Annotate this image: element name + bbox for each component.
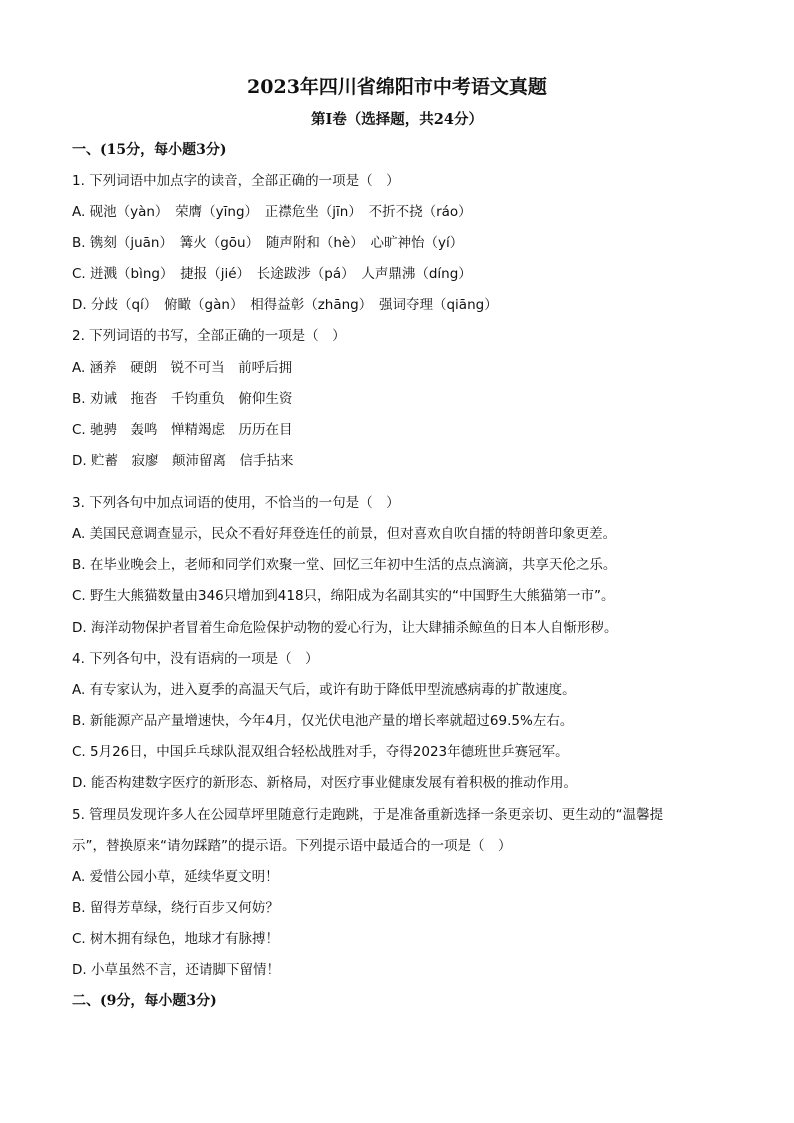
page-title: 2023年四川省绵阳市中考语文真题 <box>247 76 547 98</box>
question-1-option-c: C. 迸溅（bìng） 捷报（jié） 长途跋涉（pá） 人声鼎沸（díng） <box>72 266 472 282</box>
question-1-stem: 1. 下列词语中加点字的读音，全部正确的一项是（ ） <box>72 173 400 189</box>
question-4-option-d: D. 能否构建数字医疗的新形态、新格局，对医疗事业健康发展有着积极的推动作用。 <box>72 775 577 791</box>
question-1-option-d: D. 分歧（qí） 俯瞰（gàn） 相得益彰（zhāng） 强词夺理（qiāng） <box>72 297 498 313</box>
question-1-option-a: A. 砚池（yàn） 荣膺（yīng） 正襟危坐（jīn） 不折不挠（ráo） <box>72 204 472 220</box>
question-2-option-c: C. 驰骋 轰鸣 惮精竭虑 历历在目 <box>72 422 293 438</box>
question-4-option-a: A. 有专家认为，进入夏季的高温天气后，或许有助于降低甲型流感病毒的扩散速度。 <box>72 682 576 698</box>
question-3-option-c: C. 野生大熊猫数量由346只增加到418只，绵阳成为名副其实的“中国野生大熊猫第一市”。 <box>72 588 615 604</box>
question-1-option-b: B. 镌刻（juān） 篝火（gōu） 随声附和（hè） 心旷神怡（yí） <box>72 235 464 251</box>
question-5-option-a: A. 爱惜公园小草，延续华夏文明！ <box>72 869 279 885</box>
question-2-stem: 2. 下列词语的书写，全部正确的一项是（ ） <box>72 328 346 344</box>
question-4-option-c: C. 5月26日，中国乒乓球队混双组合轻松战胜对手，夺得2023年德班世乒赛冠军。 <box>72 744 569 760</box>
question-3-option-a: A. 美国民意调查显示，民众不看好拜登连任的前景，但对喜欢自吹自擂的特朗普印象更差。 <box>72 526 617 542</box>
question-3-stem: 3. 下列各句中加点词语的使用，不恰当的一句是（ ） <box>72 495 400 511</box>
question-5-option-d: D. 小草虽然不言，还请脚下留情！ <box>72 962 280 978</box>
section-heading-2: 二、(9分，每小题3分) <box>72 993 217 1009</box>
question-5-stem-line-2: 示”，替换原来“请勿踩踏”的提示语。下列提示语中最适合的一项是（ ） <box>72 838 512 854</box>
question-4-stem: 4. 下列各句中，没有语病的一项是（ ） <box>72 651 319 667</box>
page-subtitle: 第Ⅰ卷（选择题，共24分） <box>311 111 483 128</box>
question-5-stem-line-1: 5. 管理员发现许多人在公园草坪里随意行走跑跳，于是准备重新选择一条更亲切、更生动的“温馨提 <box>72 807 664 823</box>
question-2-option-b: B. 劝诫 拖沓 千钧重负 俯仰生资 <box>72 391 293 407</box>
question-2-option-a: A. 涵养 硬朗 锐不可当 前呼后拥 <box>72 360 293 376</box>
question-4-option-b: B. 新能源产品产量增速快，今年4月，仅光伏电池产量的增长率就超过69.5%左右。 <box>72 713 574 729</box>
question-3-option-d: D. 海洋动物保护者冒着生命危险保护动物的爱心行为，让大肆捕杀鲸鱼的日本人自惭形秽。 <box>72 620 618 636</box>
question-5-option-b: B. 留得芳草绿，绕行百步又何妨？ <box>72 900 279 916</box>
question-3-option-b: B. 在毕业晚会上，老师和同学们欢聚一堂、回忆三年初中生活的点点滴滴，共享天伦之乐。 <box>72 557 617 573</box>
question-2-option-d: D. 贮蓄 寂廖 颠沛留离 信手拈来 <box>72 453 294 469</box>
section-heading-1: 一、(15分，每小题3分) <box>72 142 227 158</box>
question-5-option-c: C. 树木拥有绿色，地球才有脉搏！ <box>72 931 280 947</box>
